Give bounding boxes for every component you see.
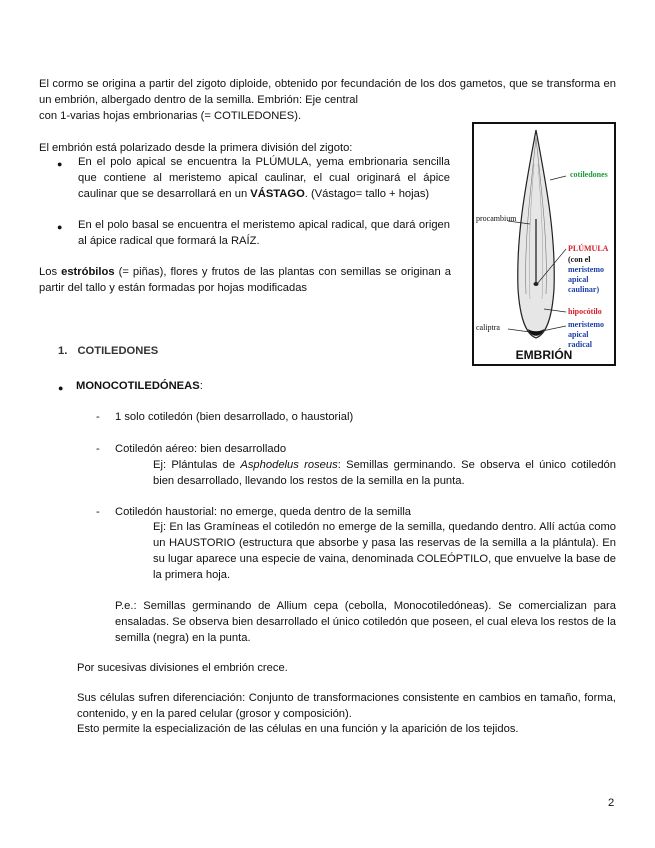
bullet-dot: ● (58, 383, 64, 393)
bullet-dot: ● (57, 222, 63, 232)
page-number: 2 (608, 797, 615, 809)
section-title: COTILEDONES (77, 345, 159, 357)
section-heading (58, 343, 158, 359)
intro-text: El cormo se origina a partir del zigoto diploide, obtenido por fecundación de los dos gametos, que se transforma en un embrión, albergado dentro de la semilla. Embrión: Eje central (39, 78, 616, 106)
label-procambium: procambium (476, 214, 517, 223)
growth-paragraph: Por sucesivas divisiones el embrión crece. (77, 662, 288, 674)
label-apical: apical (568, 275, 589, 284)
mono-title: MONOCOTILEDÓNEAS (76, 380, 200, 392)
dash: - (96, 443, 100, 455)
label-caliptra: caliptra (476, 323, 500, 332)
polarity-paragraph: El embrión está polarizado desde la primera división del zigoto: (39, 142, 353, 154)
label-hipocotilo: hipocótilo (568, 307, 602, 316)
label-radical: radical (568, 340, 592, 349)
differentiation-paragraph: Sus células sufren diferenciación: Conjunto de transformaciones consistente en cambios en tamaño, forma, contenido, y en la pared celular (grosor y composición). (77, 692, 616, 720)
label-cotiledones: cotiledones (570, 170, 608, 179)
bullet-dot: ● (57, 159, 63, 169)
label-meristemo: meristemo (568, 265, 604, 274)
item-haustorial-cotyledon: Cotiledón haustorial: no emerge, queda dentro de la semilla (115, 506, 412, 518)
example-asphodelus: Ej: Plántulas de Asphodelus roseus: Semillas germinando. Se observa el único cotiledón bien desarrollado, llevando los restos de la semilla en la punta. (153, 459, 616, 487)
estrobilos-paragraph: Los estróbilos (= piñas), flores y frutos de las plantas con semillas se originan a partir del tallo y están formadas por hojas modificadas (39, 266, 451, 294)
dash: - (96, 506, 100, 518)
label-meristemo-radical: meristemo (568, 320, 604, 329)
label-con-el: (con el (568, 255, 591, 264)
species-name: Asphodelus roseus (240, 459, 338, 471)
bullet-apical: En el polo apical se encuentra la PLÚMULA, yema embrionaria sencilla que contiene al meristemo apical caulinar, el cual originará el ápice caulinar que se desarrollará en un VÁSTAGO. (Vástago= tallo + hojas) (78, 156, 450, 200)
intro-paragraph (39, 76, 616, 108)
label-plumula: PLÚMULA (568, 244, 609, 253)
section-number: 1. (58, 345, 68, 357)
label-caulinar: caulinar) (568, 285, 600, 294)
dash: - (96, 411, 100, 423)
mono-heading: MONOCOTILEDÓNEAS: (76, 380, 203, 392)
figure-title: EMBRIÓN (515, 348, 573, 362)
specialization-paragraph: Esto permite la especialización de las células en una función y la aparición de los tejidos. (77, 723, 519, 735)
item-aerial-cotyledon: Cotiledón aéreo: bien desarrollado (115, 443, 287, 455)
pointer-cotiledones (550, 176, 566, 180)
example-allium: P.e.: Semillas germinando de Allium cepa (cebolla, Monocotiledóneas). Se comercializan para ensaladas. Se observa bien desarrollado el único cotiledón que poseen, el cual eleva los restos de la semilla (negra) en la punta. (115, 600, 616, 644)
label-apical-radical: apical (568, 330, 589, 339)
embryo-figure (472, 122, 616, 366)
example-gramineas: Ej: En las Gramíneas el cotiledón no emerge de la semilla, quedando dentro. Allí actúa como un HAUSTORIO (estructura que absorbe y pasa las reservas de la semilla a la plántula). En su lugar aparece una especie de vaina, denominada COLEÓPTILO, que envuelve la base de la primera hoja. (153, 521, 616, 581)
estrobilos-bold: estróbilos (61, 266, 115, 278)
vastago-bold: VÁSTAGO (250, 188, 305, 200)
intro-paragraph-end: con 1-varias hojas embrionarias (= COTILEDONES). (39, 110, 302, 122)
item-one-cotyledon: 1 solo cotiledón (bien desarrollado, o haustorial) (115, 411, 354, 423)
bullet-basal: En el polo basal se encuentra el meristemo apical radical, que dará origen al ápice radical que formará la RAÍZ. (78, 219, 450, 247)
